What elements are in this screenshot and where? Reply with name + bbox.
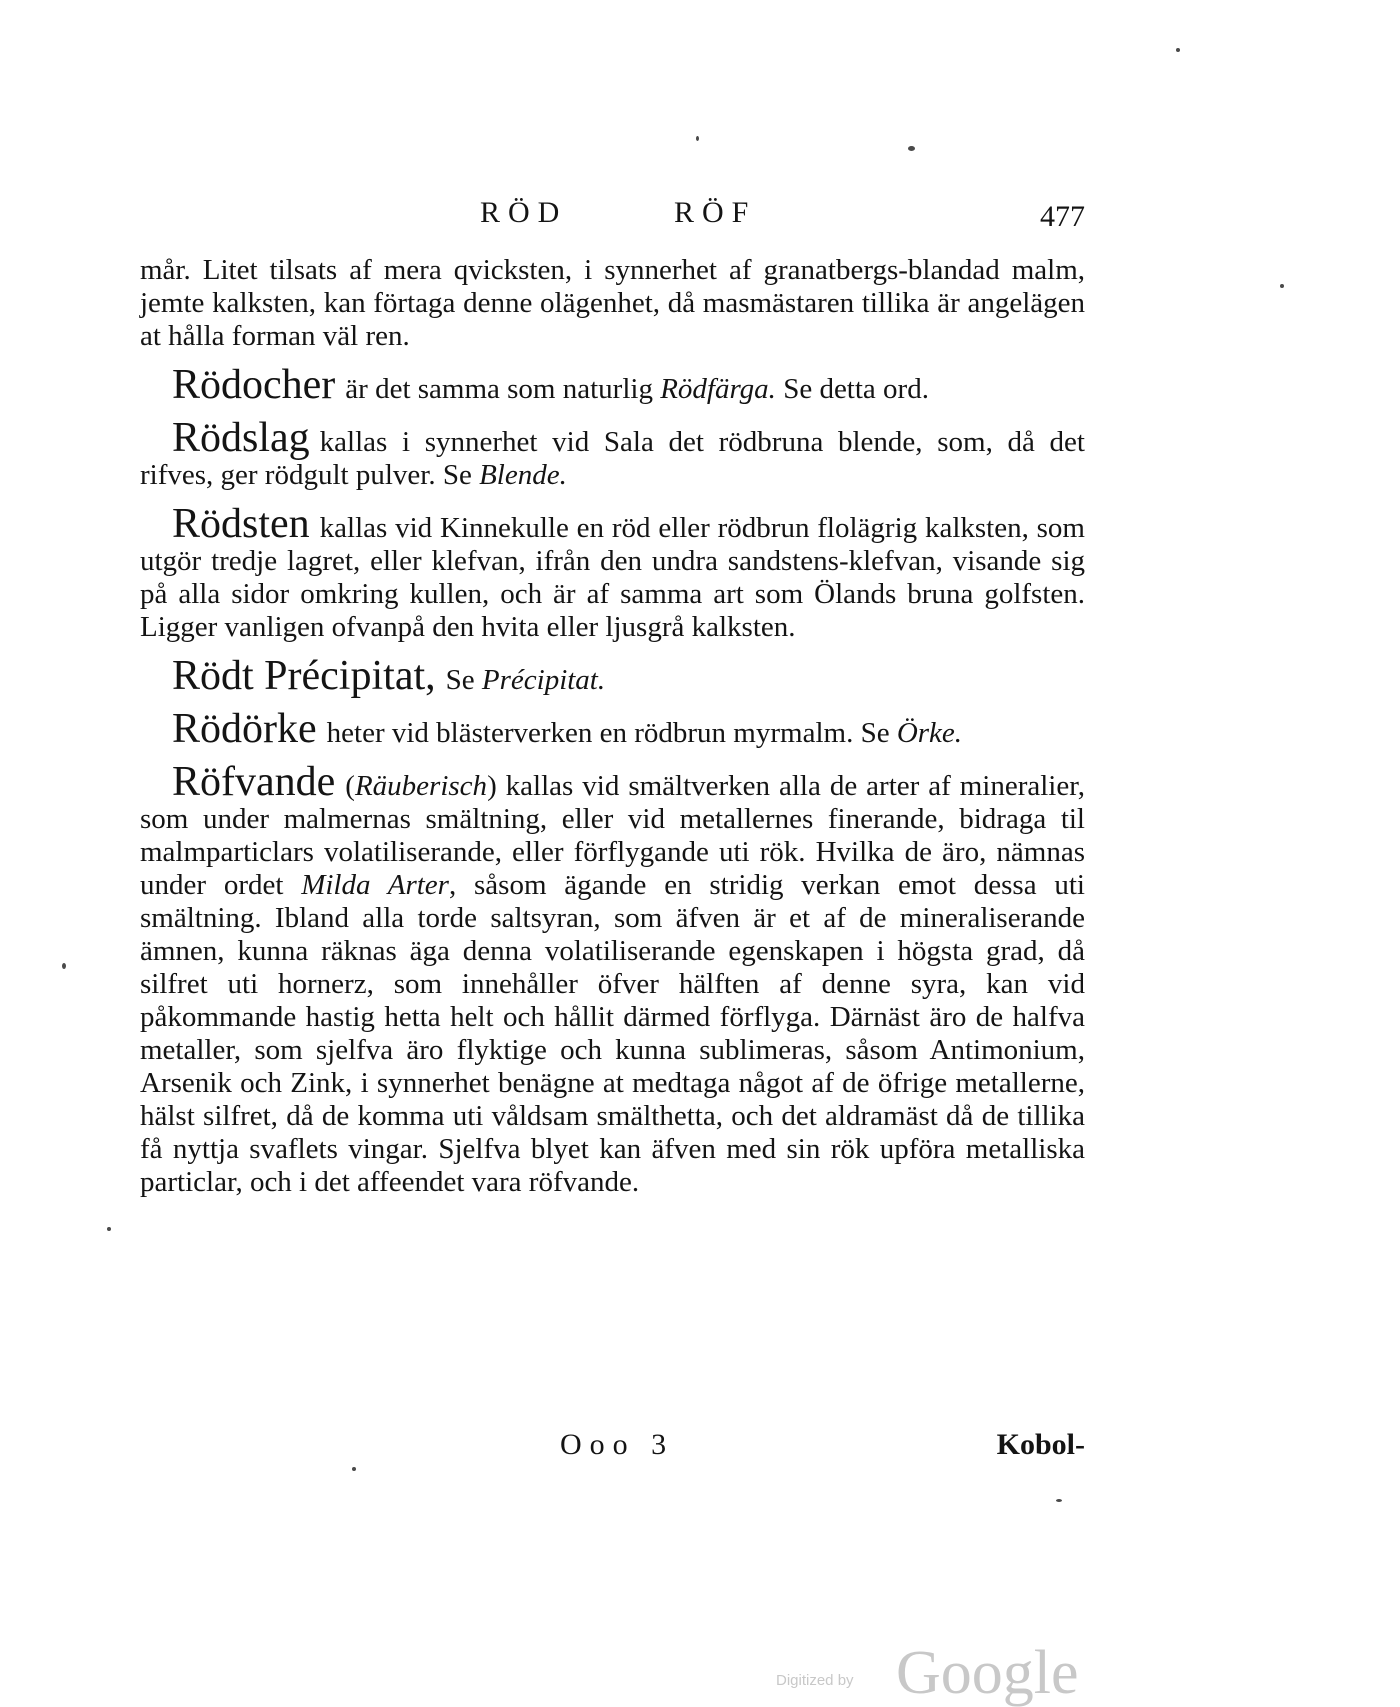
ink-speck xyxy=(352,1467,356,1471)
watermark-logo-text: Google xyxy=(896,1639,1079,1707)
entry-text: ) kallas vid smältverken alla de arter af mineralier, som under malmernas smältning, eller vid metallernes finerande, bidraga til malmparticlars volatiliserande, eller förflygande uti rök. Hvilka de äro, nämnas under ordet xyxy=(140,770,1085,901)
headword: Rödörke xyxy=(172,706,317,752)
entry-rodslag xyxy=(140,415,1085,492)
page-footer xyxy=(140,1428,1085,1468)
entry-rodsten xyxy=(140,501,1085,644)
catchword: Kobol- xyxy=(996,1428,1085,1461)
ink-speck xyxy=(908,146,915,151)
headword: Rödocher xyxy=(172,362,336,408)
cross-reference: Précipitat. xyxy=(481,664,606,696)
cross-reference: Räuberisch xyxy=(354,770,488,802)
entry-rodorke xyxy=(140,706,1085,752)
page-header xyxy=(140,196,1085,236)
continuation-paragraph: mår. Litet tilsats af mera qvicksten, i synnerhet af granatbergs-blandad malm, jemte kalksten, kan förtaga denne olägenhet, då masmästaren tillika är angelägen at hålla forman väl ren. xyxy=(140,254,1085,352)
ink-speck xyxy=(1280,284,1284,288)
entry-rodt-precipitat xyxy=(140,653,1085,699)
cross-reference: Örke. xyxy=(896,717,963,749)
entry-rofvande xyxy=(140,759,1085,1199)
page-number: 477 xyxy=(1040,200,1085,233)
entry-text: heter vid blästerverken en rödbrun myrmalm. Se xyxy=(326,717,897,749)
entry-text: ( xyxy=(345,770,355,802)
ink-speck xyxy=(1176,48,1180,52)
ink-speck xyxy=(696,136,699,141)
cross-reference: Blende. xyxy=(479,459,567,491)
headword: Röfvande xyxy=(172,759,336,805)
running-head-left: RÖD xyxy=(480,196,568,229)
headword: Rödsten xyxy=(172,501,310,547)
headword: Rödslag xyxy=(172,415,310,461)
digitization-watermark xyxy=(776,1639,1106,1707)
watermark-small-text: Digitized by xyxy=(776,1672,854,1689)
entry-text: kallas i synnerhet vid Sala det rödbruna blende, som, då det rifves, ger rödgult pulver. Se xyxy=(140,426,1085,491)
entry-text: kallas vid Kinnekulle en röd eller rödbrun flolägrig kalksten, som utgör tredje lagret, eller klefvan, ifrån den undra sandstens-klefvan, visande sig på alla sidor omkring kullen, och är af samma art som Ölands bruna golfsten. Ligger vanligen ofvanpå den hvita eller ljusgrå kalksten. xyxy=(140,512,1085,643)
entry-text: , såsom ägande en stridig verkan emot dessa uti smältning. Ibland alla torde saltsyran, som äfven är et af de mineraliserande ämnen, kunna räknas äga denna volatiliserande egenskapen i högsta grad, då silfret uti hornerz, som innehåller öfver hälften af denne syra, kan vid påkommande hastig hetta helt och hållit därmed förflyga. Därnäst äro de halfva metaller, som sjelfva äro flyktige och kunna sublimeras, såsom Antimonium, Arsenik och Zink, i synnerhet benägne at medtaga något af de öfrige metallerne, hälst silfret, då de komma uti våldsam smälthetta, och det aldramäst då de tillika få nyttja svaflets vingar. Sjelfva blyet kan äfven med sin rök upföra metalliska particlar, och i det affeendet vara röfvande. xyxy=(140,869,1085,1198)
cross-reference: Rödfärga. xyxy=(660,373,776,405)
page-body xyxy=(140,254,1085,1215)
running-head-right: RÖF xyxy=(674,196,757,229)
entry-text: Se detta ord. xyxy=(775,373,929,405)
cross-reference: Milda Arter xyxy=(301,869,449,901)
ink-speck xyxy=(107,1227,111,1231)
entry-text: är det samma som naturlig xyxy=(345,373,661,405)
ink-speck xyxy=(62,963,66,969)
ink-speck xyxy=(1056,1499,1062,1502)
headword: Rödt Précipitat, xyxy=(172,653,436,699)
signature-mark: Ooo 3 xyxy=(560,1428,675,1461)
entry-text: Se xyxy=(445,664,482,696)
entry-rodocher xyxy=(140,362,1085,408)
